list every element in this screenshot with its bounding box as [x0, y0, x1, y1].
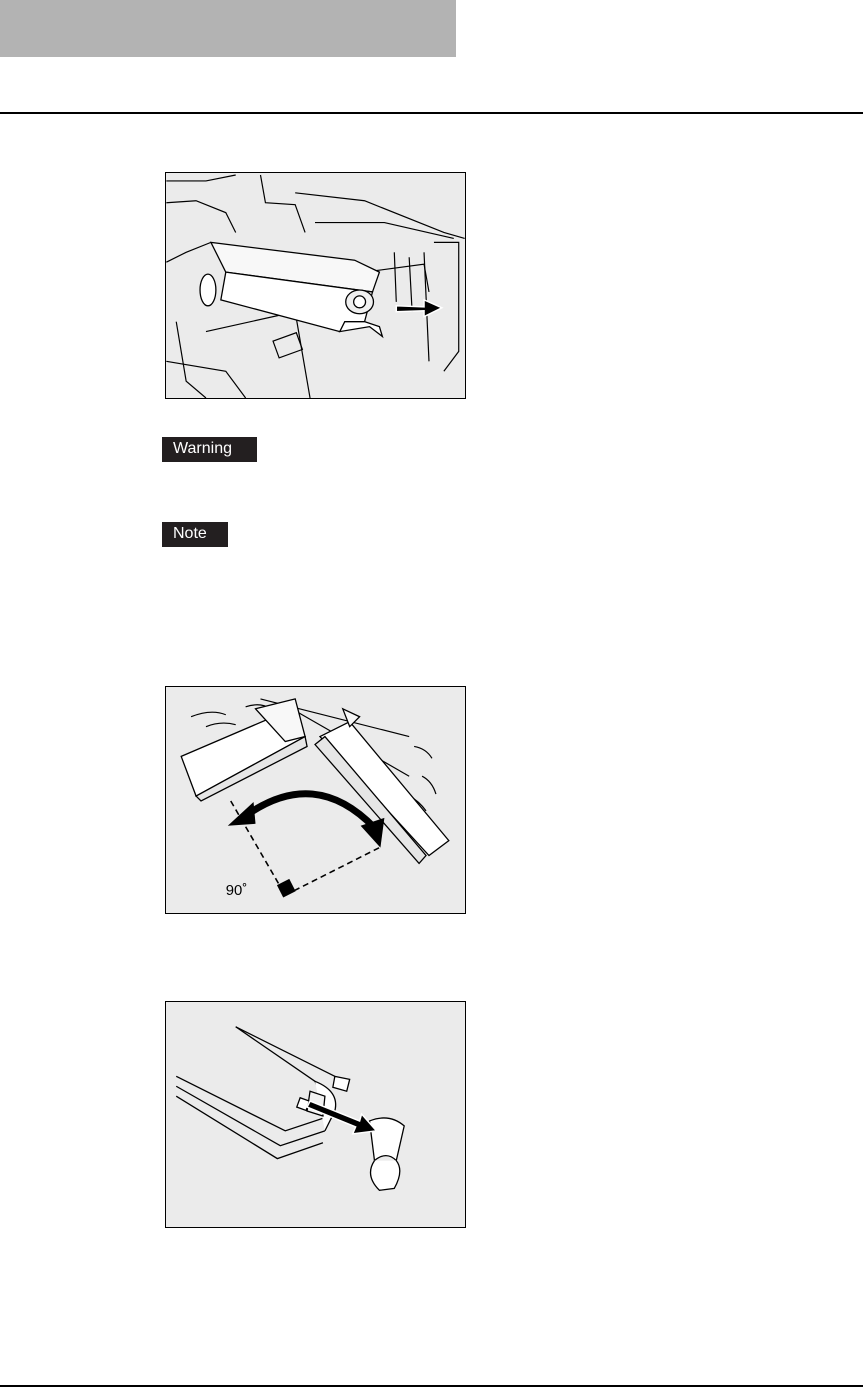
angle-label: 90˚ — [225, 883, 248, 900]
arrow-pull-icon — [307, 1101, 376, 1134]
note-label: Note — [162, 522, 228, 547]
header-rule — [0, 112, 863, 114]
arrow-pull-icon — [396, 300, 442, 317]
cartridge-rotation-illustration — [165, 686, 466, 914]
cartridge-removal-illustration — [165, 172, 466, 399]
seal-removal-illustration — [165, 1001, 466, 1228]
warning-label: Warning — [162, 437, 257, 462]
footer-rule — [0, 1385, 863, 1387]
header-bar — [0, 0, 456, 57]
